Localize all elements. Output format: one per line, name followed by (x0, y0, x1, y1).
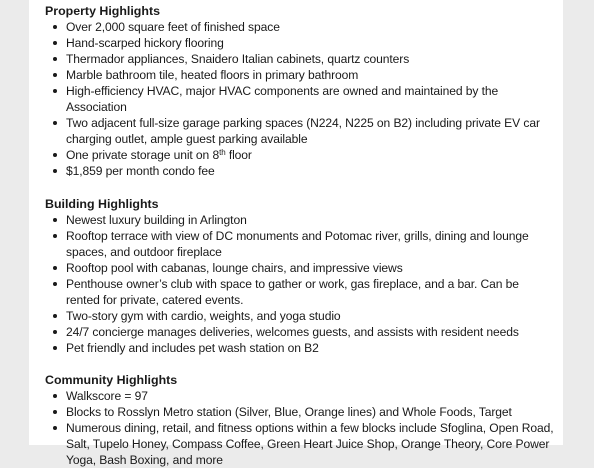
list-item: Blocks to Rosslyn Metro station (Silver, Blue, Orange lines) and Whole Foods, Target (45, 404, 555, 420)
bullet-icon (53, 234, 57, 238)
list-item: Two-story gym with cardio, weights, and yoga studio (45, 308, 555, 324)
document-content (45, 3, 555, 468)
list-item: Thermador appliances, Snaidero Italian cabinets, quartz counters (45, 51, 555, 67)
bullet-icon (53, 41, 57, 45)
bullet-icon (53, 218, 57, 222)
list-item: Two adjacent full-size garage parking spaces (N224, N225 on B2) including private EV car charging outlet, ample guest parking available (45, 115, 555, 147)
list-item: Marble bathroom tile, heated floors in primary bathroom (45, 67, 555, 83)
list-item: Walkscore = 97 (45, 388, 555, 404)
bullet-icon (53, 314, 57, 318)
list-item: High-efficiency HVAC, major HVAC components are owned and maintained by the Association (45, 83, 555, 115)
section-spacer (45, 356, 555, 372)
building-highlights-list (45, 212, 555, 356)
property-highlights-heading: Property Highlights (45, 4, 160, 18)
document-page (29, 0, 563, 467)
community-highlights-list (45, 388, 555, 468)
list-item: Pet friendly and includes pet wash station on B2 (45, 340, 555, 356)
list-item: One private storage unit on 8th floor (45, 147, 555, 163)
bullet-icon (53, 330, 57, 334)
building-highlights-heading: Building Highlights (45, 197, 159, 211)
bullet-icon (53, 394, 57, 398)
bullet-icon (53, 57, 57, 61)
property-highlights-section (45, 3, 555, 179)
bullet-icon (53, 25, 57, 29)
list-item: Penthouse owner’s club with space to gather or work, gas fireplace, and a bar. Can be rented for private, catered events. (45, 276, 555, 308)
bullet-icon (53, 89, 57, 93)
list-item: $1,859 per month condo fee (45, 163, 555, 179)
bullet-icon (53, 282, 57, 286)
list-item: Over 2,000 square feet of finished space (45, 19, 555, 35)
building-highlights-section (45, 196, 555, 356)
community-highlights-heading: Community Highlights (45, 373, 178, 387)
list-item: Newest luxury building in Arlington (45, 212, 555, 228)
list-item: Numerous dining, retail, and fitness options within a few blocks include Sfoglina, Open Road, Salt, Tupelo Honey, Compass Coffee, Green Heart Juice Shop, Orange Theory, Core Power Yoga, Bash Boxing, and more (45, 420, 555, 468)
bullet-icon (53, 410, 57, 414)
bullet-icon (53, 153, 57, 157)
list-item: Rooftop pool with cabanas, lounge chairs, and impressive views (45, 260, 555, 276)
bullet-icon (53, 121, 57, 125)
property-highlights-list (45, 19, 555, 179)
bullet-icon (53, 346, 57, 350)
bullet-icon (53, 169, 57, 173)
bullet-icon (53, 73, 57, 77)
list-item: 24/7 concierge manages deliveries, welcomes guests, and assists with resident needs (45, 324, 555, 340)
list-item: Hand-scarped hickory flooring (45, 35, 555, 51)
bullet-icon (53, 266, 57, 270)
community-highlights-section (45, 372, 555, 468)
section-spacer (45, 179, 555, 196)
bullet-icon (53, 426, 57, 430)
list-item: Rooftop terrace with view of DC monuments and Potomac river, grills, dining and lounge spaces, and outdoor fireplace (45, 228, 555, 260)
